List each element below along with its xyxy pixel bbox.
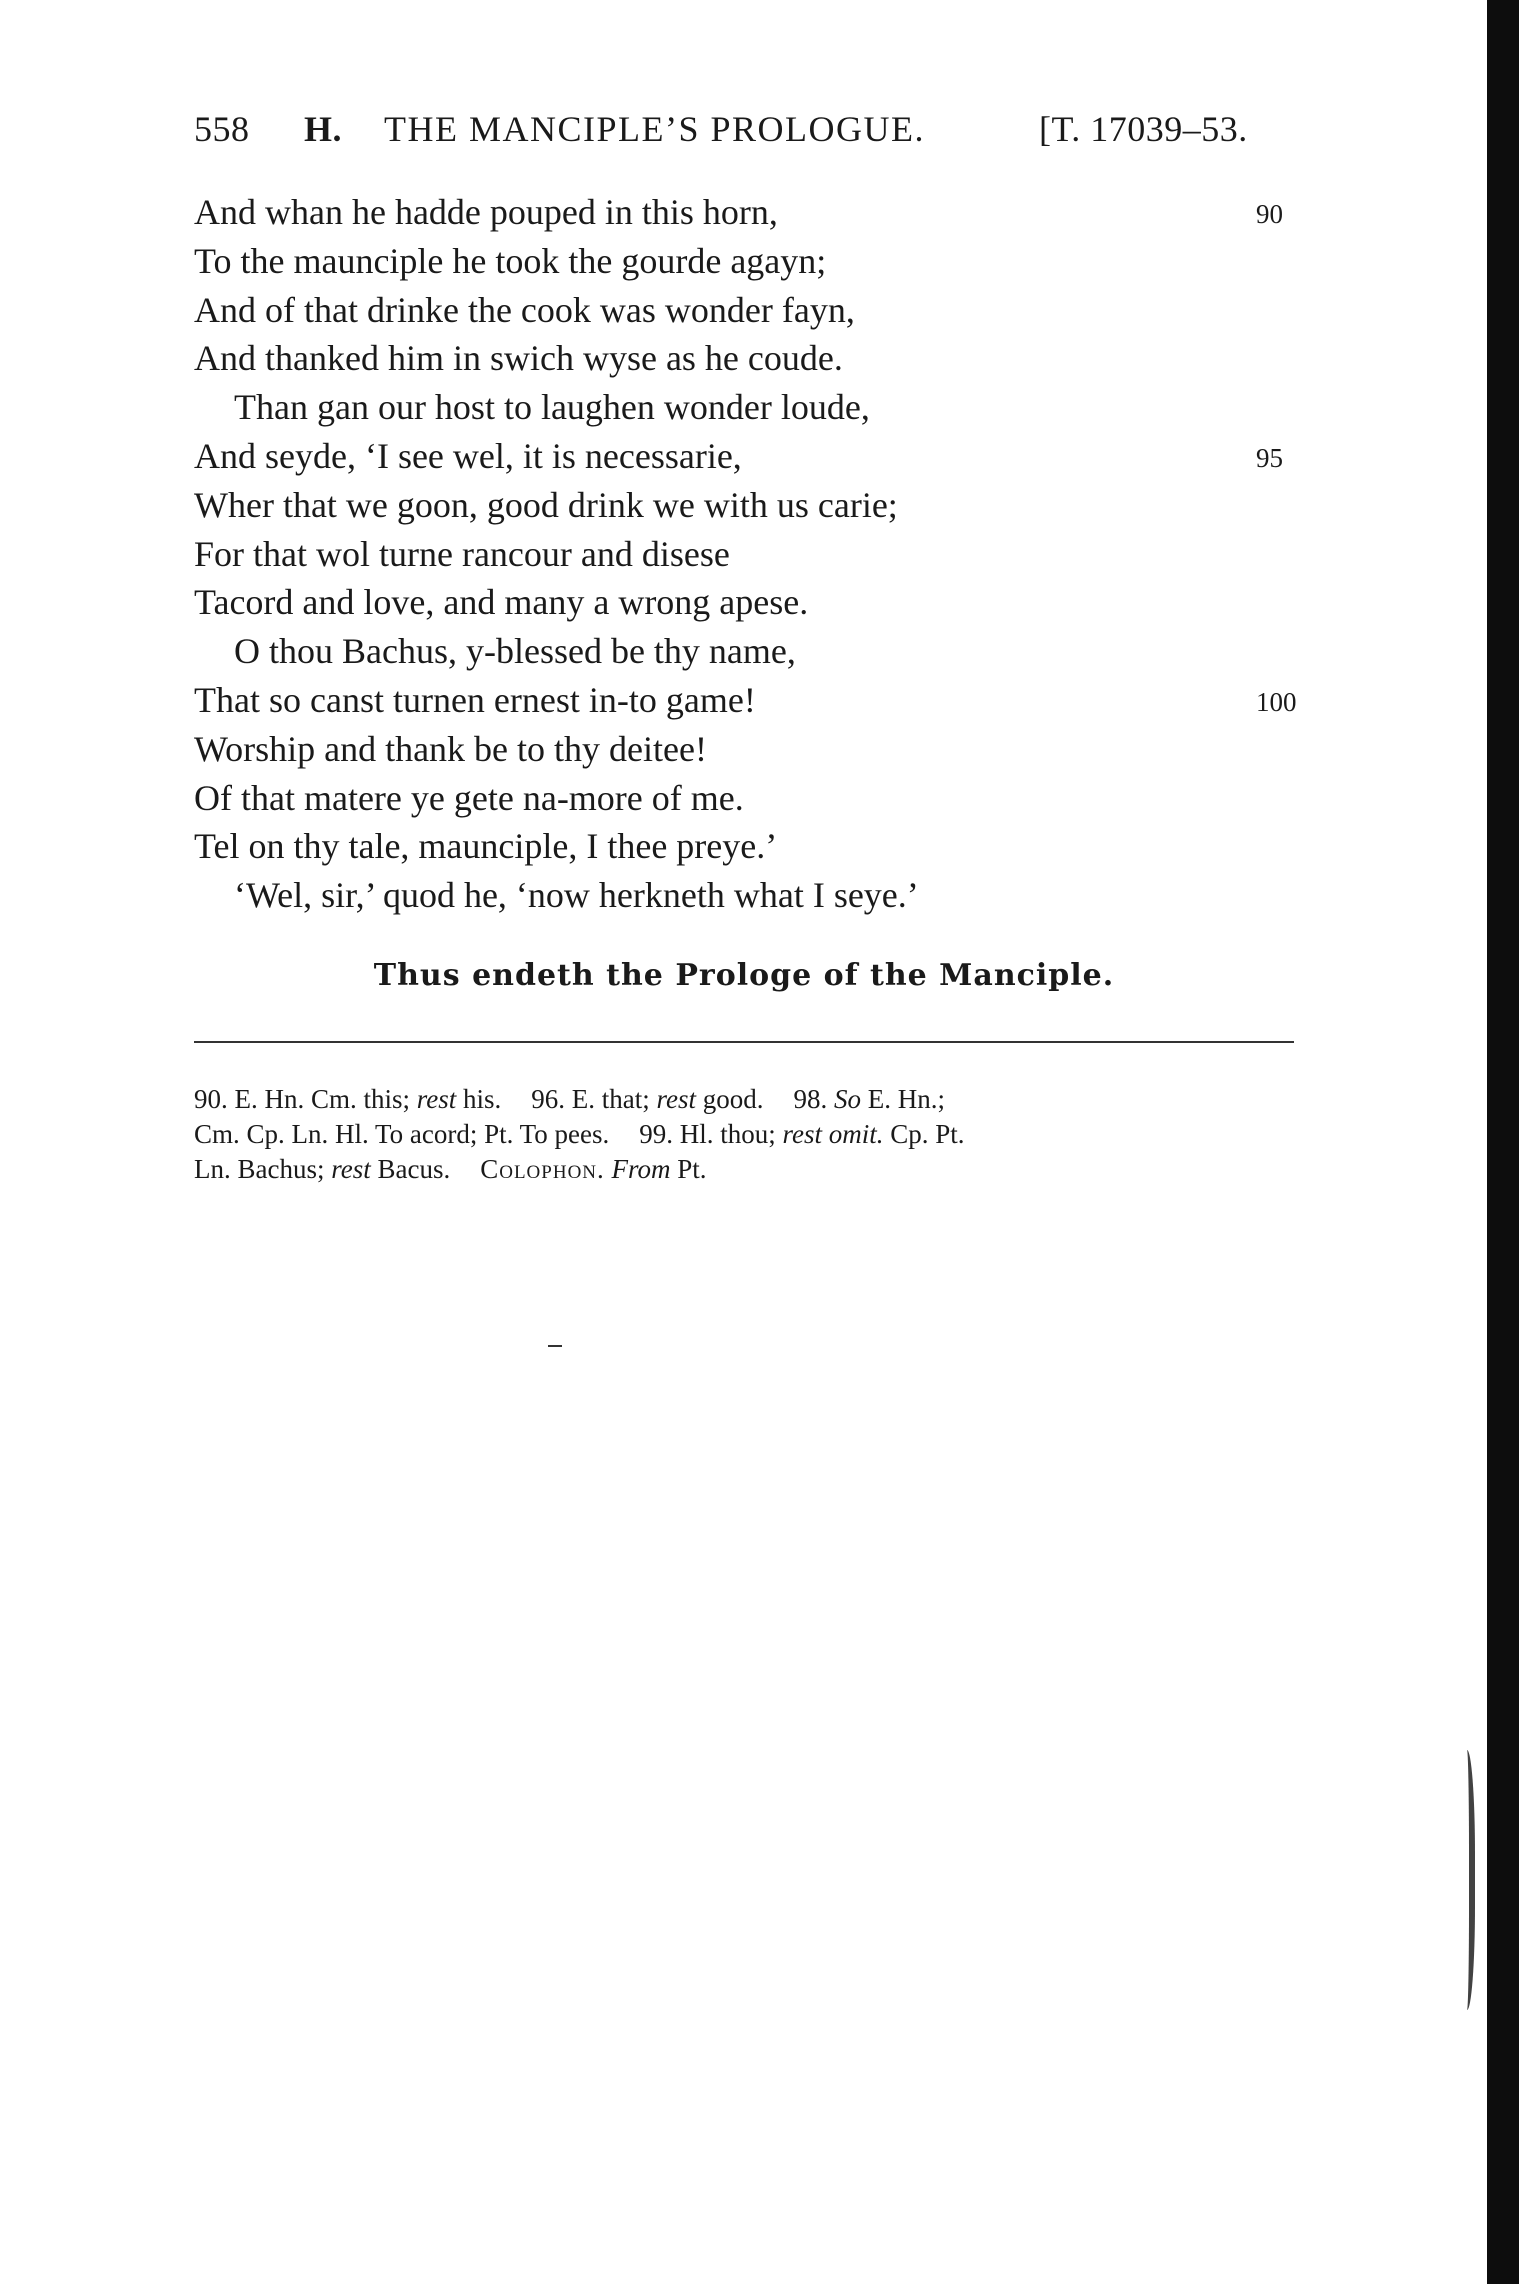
verse-line: O thou Bachus, y-blessed be thy name,	[234, 631, 796, 672]
verse-block	[194, 188, 1297, 920]
colophon: Thus endeth the Prologe of the Manciple.	[373, 958, 1115, 993]
verse-line: Tacord and love, and many a wrong apese.	[194, 582, 809, 623]
running-title: THE MANCIPLE’S PROLOGUE.	[384, 109, 926, 149]
verse-line: And whan he hadde pouped in this horn, 90	[194, 188, 1294, 237]
print-speck	[548, 1345, 562, 1347]
note-line: Cm. Cp. Ln. Hl. To acord; Pt. To pees. 99. Hl. thou; rest omit. Cp. Pt.	[194, 1119, 965, 1149]
line-number: 100	[1256, 686, 1297, 717]
verse-line: Than gan our host to laughen wonder loude,	[234, 387, 870, 428]
verse-line: Of that matere ye gete na-more of me.	[194, 777, 744, 818]
textual-notes	[194, 1082, 1294, 1187]
running-header	[194, 108, 1294, 154]
verse-line: And thanked him in swich wyse as he coude.	[194, 338, 843, 379]
tyrwhitt-line-reference: [T. 17039–53.	[1039, 109, 1248, 149]
verse-line: ‘Wel, sir,’ quod he, ‘now herkneth what I seye.’	[234, 875, 919, 916]
line-number: 90	[1256, 199, 1283, 229]
verse-line: For that wol turne rancour and disese	[194, 533, 730, 574]
page-edge-shadow	[1455, 1750, 1475, 2010]
verse-line: Wher that we goon, good drink we with us carie;	[194, 484, 898, 525]
page-number: 558	[194, 109, 250, 149]
verse-line: And seyde, ‘I see wel, it is necessarie, 95	[194, 432, 1294, 481]
verse-line: Worship and thank be to thy deitee!	[194, 728, 707, 769]
verse-line: Tel on thy tale, maunciple, I thee preye.’	[194, 826, 778, 867]
page-edge-border	[1487, 0, 1519, 2284]
footnote-rule	[194, 1041, 1294, 1043]
verse-line: That so canst turnen ernest in-to game! 100	[194, 676, 1294, 725]
section-letter: H.	[304, 109, 343, 149]
verse-line: To the maunciple he took the gourde agayn;	[194, 240, 827, 281]
line-number: 95	[1256, 442, 1283, 473]
note-line: Ln. Bachus; rest Bacus. Colophon. From Pt.	[194, 1154, 707, 1184]
verse-line: And of that drinke the cook was wonder fayn,	[194, 289, 855, 330]
note-line: 90. E. Hn. Cm. this; rest his. 96. E. that; rest good. 98. So E. Hn.;	[194, 1084, 946, 1114]
